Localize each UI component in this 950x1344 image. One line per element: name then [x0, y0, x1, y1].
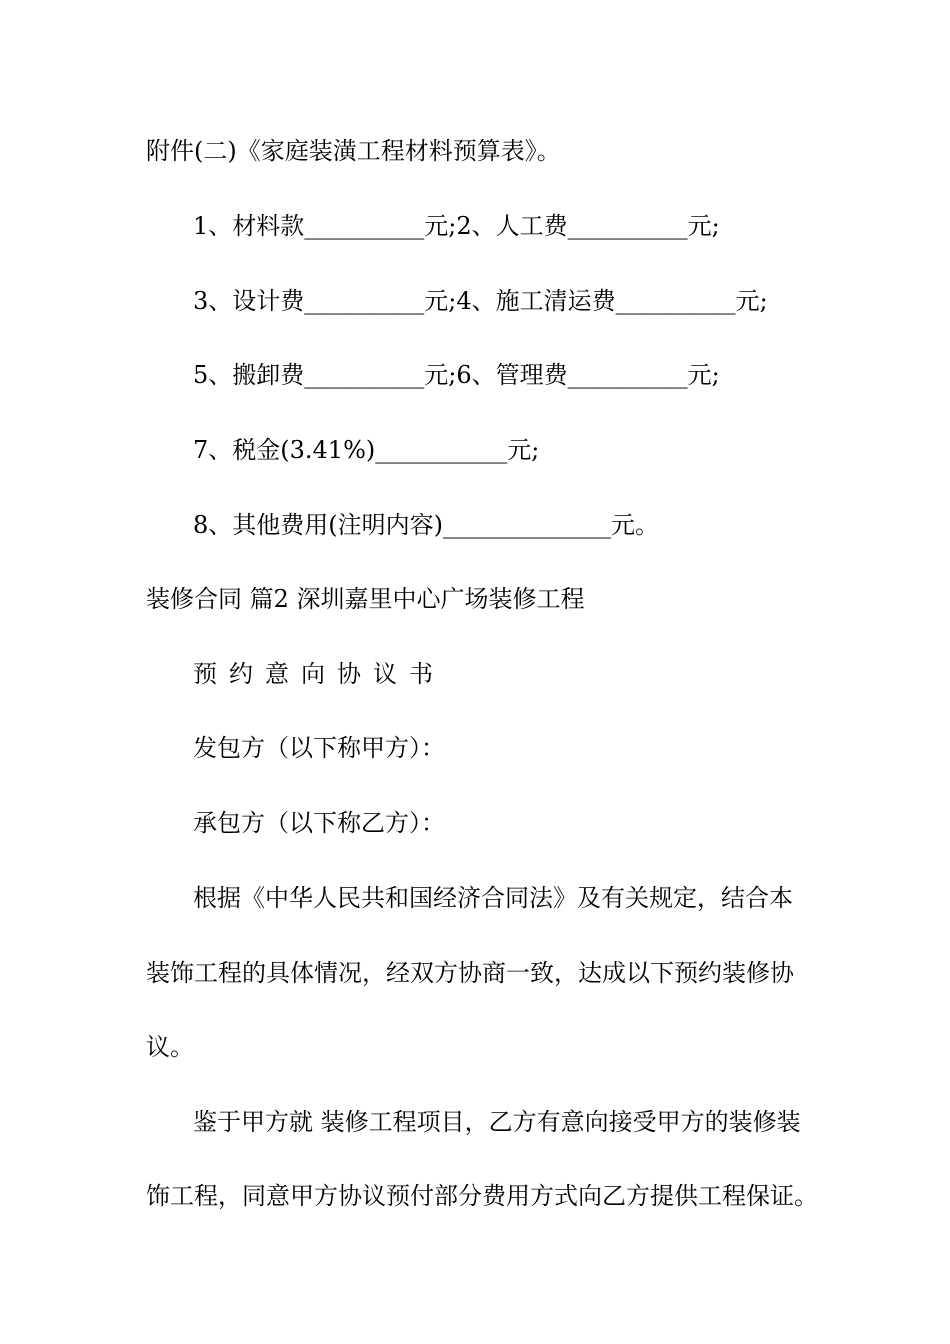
attachment-title: 附件(二)《家庭装潢工程材料预算表》。 [146, 137, 561, 165]
party-a-line: 发包方（以下称甲方）： [193, 734, 445, 762]
agreement-title: 预约意向协议书 [193, 660, 445, 688]
budget-item-1-2: 1、材料款__________元;2、人工费__________元; [193, 212, 720, 240]
budget-item-8: 8、其他费用(注明内容)______________元。 [193, 511, 659, 539]
budget-item-7: 7、税金(3.41%)___________元; [193, 436, 540, 464]
body-paragraph-2-line-1: 鉴于甲方就 装修工程项目，乙方有意向接受甲方的装修装 [193, 1108, 801, 1136]
budget-item-5-6: 5、搬卸费__________元;6、管理费__________元; [193, 361, 720, 389]
body-paragraph-1-line-1: 根据《中华人民共和国经济合同法》及有关规定，结合本 [193, 884, 793, 912]
budget-item-3-4: 3、设计费__________元;4、施工清运费__________元; [193, 287, 768, 315]
section-heading: 装修合同 篇2 深圳嘉里中心广场装修工程 [146, 585, 585, 613]
body-paragraph-2-line-2: 饰工程，同意甲方协议预付部分费用方式向乙方提供工程保证。 [146, 1182, 818, 1210]
body-paragraph-1-line-3: 议。 [146, 1033, 194, 1061]
party-b-line: 承包方（以下称乙方）： [193, 809, 445, 837]
body-paragraph-1-line-2: 装饰工程的具体情况，经双方协商一致，达成以下预约装修协 [146, 959, 794, 987]
